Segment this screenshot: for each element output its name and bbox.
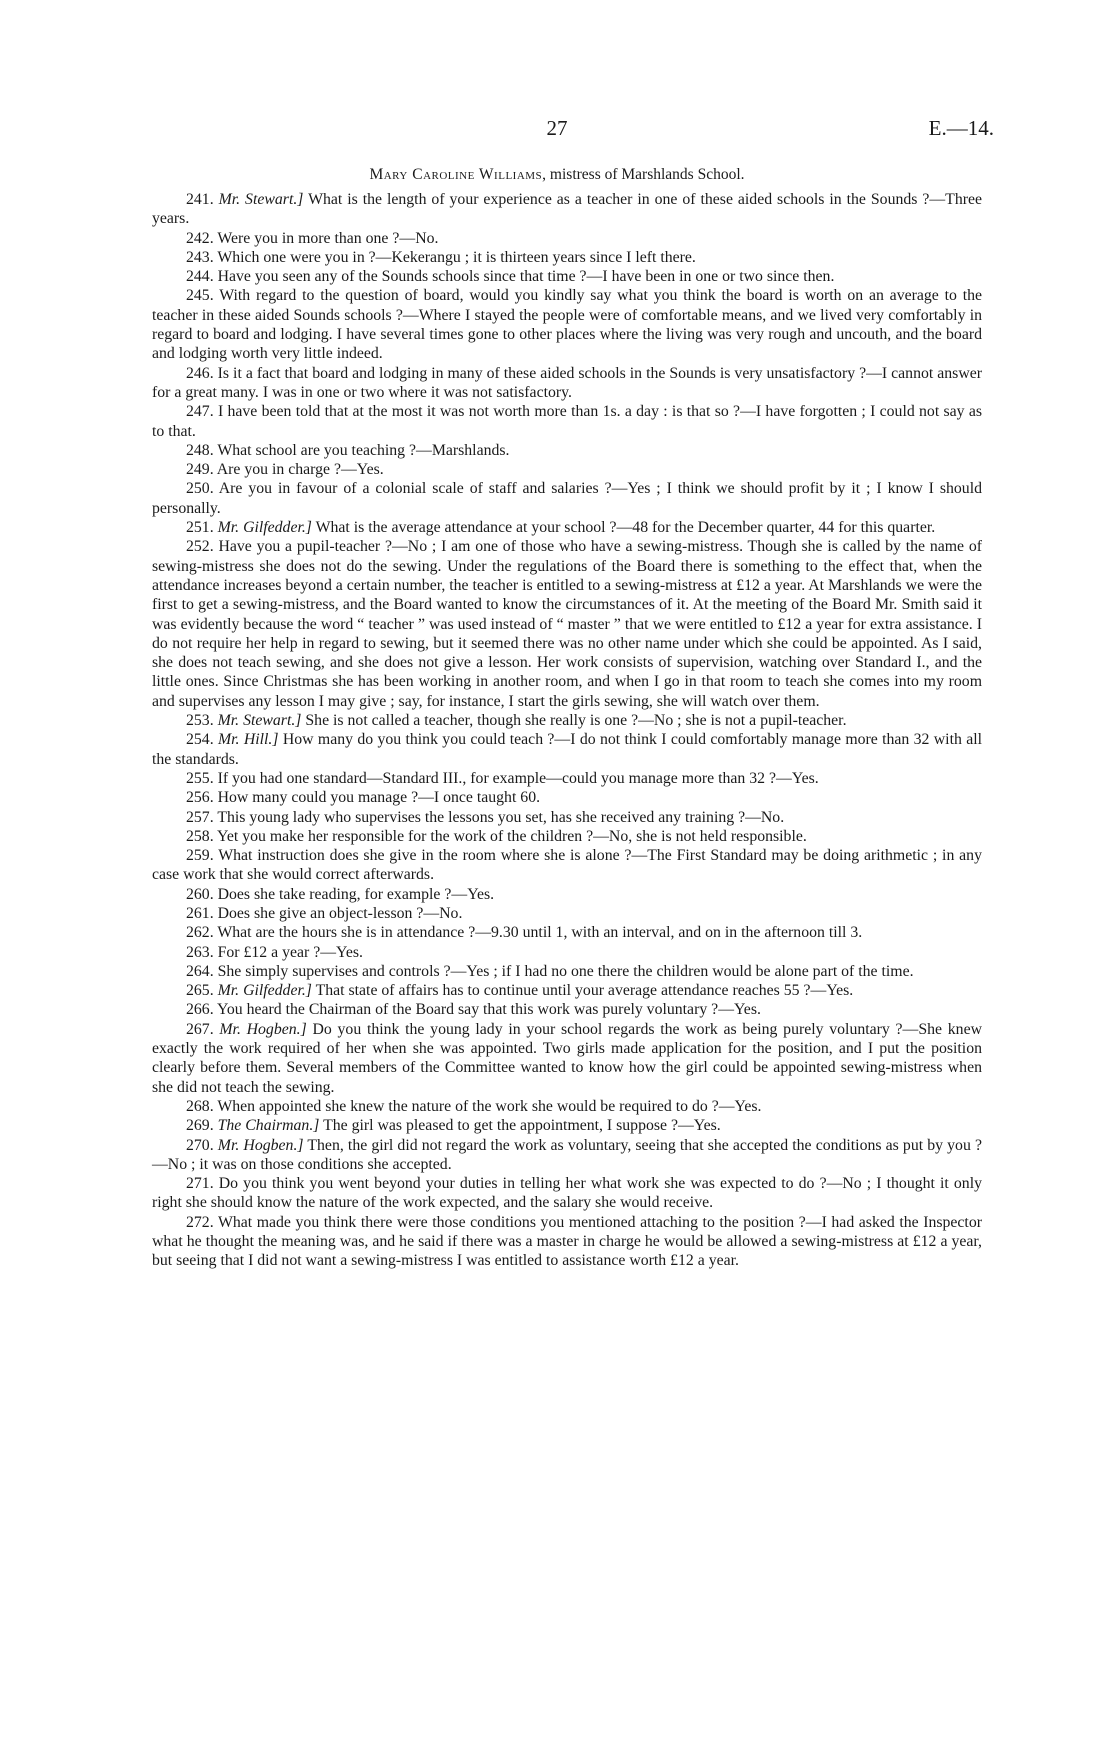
question-text: If you had one standard—Standard III., for example—could you manage more than 32 ?—Yes. <box>217 769 819 787</box>
testimony-paragraph <box>152 1000 982 1019</box>
question-text: I have been told that at the most it was not worth more than 1s. a day : is that so ?—I have forgotten ; I could not say as to that. <box>152 403 983 440</box>
question-number: 254. <box>186 731 214 749</box>
question-text: With regard to the question of board, would you kindly say what you think the board is worth on an average to the teacher in these aided Sounds schools ?—Where I stayed the people were of comfortable means, and we lived very comfortably in regard to board and lodging. I have several times gone to other places where the living was very rough and uncouth, and the board and lodging worth very little indeed. <box>152 287 982 363</box>
testimony-paragraph <box>152 267 982 286</box>
question-number: 265. <box>186 982 214 1000</box>
question-text: What is the average attendance at your school ?—48 for the December quarter, 44 for this quarter. <box>311 519 936 537</box>
question-number: 248. <box>186 441 214 459</box>
question-text: What instruction does she give in the room where she is alone ?—The First Standard may be doing arithmetic ; in any case work that she would correct afterwards. <box>152 847 982 884</box>
question-text: The girl was pleased to get the appointment, I suppose ?—Yes. <box>319 1117 721 1135</box>
question-number: 255. <box>186 769 214 787</box>
question-number: 261. <box>186 904 214 922</box>
question-text: Are you in charge ?—Yes. <box>216 461 384 479</box>
testimony-paragraph <box>152 788 982 807</box>
question-number: 263. <box>186 943 214 961</box>
testimony-paragraph <box>152 943 982 962</box>
question-number: 249. <box>186 461 214 479</box>
question-text: Have you a pupil-teacher ?—No ; I am one of those who have a sewing-mistress. Though she is called by the name of sewing-mistress she does not do the sewing. Under the regulations of the Board there is something to the effect that, when the attendance increases beyond a certain number, the teacher is entitled to a sewing-mistress at £12 a year. At Marshlands we were the first to get a sewing-mistress, and the Board wanted to know the circumstances of it. At the meeting of the Board Mr. Smith said it was evidently because the word “ teacher ” was used instead of “ master ” that we were entitled to £12 a year for extra assistance. I do not require her help in regard to sewing, but it seemed there was no other name under which she could be appointed. As I said, she does not teach sewing, and she does not give a lesson. Her work consists of supervision, watching over Standard I., and the little ones. Since Christmas she has been working in another room, and when I go in that room to teach she comes into my room and supervises any lesson I may give ; say, for instance, I start the girls sewing, she will watch over them. <box>152 538 982 710</box>
testimony-paragraph <box>152 1136 982 1175</box>
testimony-paragraph <box>152 1020 982 1097</box>
question-text: She simply supervises and controls ?—Yes ; if I had no one there the children would be alone part of the time. <box>217 962 914 980</box>
question-text: How many could you manage ?—I once taught 60. <box>217 789 541 807</box>
speaker-name: Mr. Hill.] <box>218 731 279 749</box>
testimony-paragraph <box>152 190 982 229</box>
question-text: Then, the girl did not regard the work as voluntary, seeing that she accepted the conditions as put by you ?—No ; it was on those conditions she accepted. <box>152 1136 982 1173</box>
question-number: 264. <box>186 962 214 980</box>
testimony-body <box>152 190 982 1271</box>
testimony-paragraph <box>152 1174 982 1213</box>
question-text: What school are you teaching ?—Marshlands. <box>217 441 510 459</box>
testimony-paragraph <box>152 730 982 769</box>
testimony-paragraph <box>152 1213 982 1271</box>
question-text: Which one were you in ?—Kekerangu ; it is thirteen years since I left there. <box>217 248 696 266</box>
question-text: Do you think you went beyond your duties in telling her what work she was expected to do ?—No ; I thought it only right she should know the nature of the work expected, and the salary she would receive. <box>152 1175 982 1212</box>
testimony-paragraph <box>152 981 982 1000</box>
question-number: 262. <box>186 924 214 942</box>
question-number: 271. <box>186 1175 214 1193</box>
question-text: What is the length of your experience as a teacher in one of these aided schools in the Sounds ?—Three years. <box>152 191 982 228</box>
question-number: 242. <box>186 229 214 247</box>
question-number: 269. <box>186 1117 214 1135</box>
speaker-name: Mr. Gilfedder.] <box>217 519 312 537</box>
question-text: For £12 a year ?—Yes. <box>217 943 363 961</box>
question-number: 246. <box>186 364 214 382</box>
question-text: Yet you make her responsible for the work of the children ?—No, she is not held responsible. <box>217 827 807 845</box>
question-number: 270. <box>186 1136 214 1154</box>
question-number: 267. <box>186 1020 214 1038</box>
question-number: 253. <box>186 712 214 730</box>
question-number: 256. <box>186 789 214 807</box>
testimony-paragraph <box>152 808 982 827</box>
question-text: That state of affairs has to continue until your average attendance reaches 55 ?—Yes. <box>311 982 854 1000</box>
speaker-name: Mr. Hogben.] <box>217 1136 304 1154</box>
question-number: 245. <box>186 287 214 305</box>
witness-name: Mary Caroline Williams <box>369 166 543 183</box>
testimony-paragraph <box>152 229 982 248</box>
question-number: 243. <box>186 248 214 266</box>
testimony-paragraph <box>152 711 982 730</box>
testimony-paragraph <box>152 846 982 885</box>
page-number: 27 <box>546 116 568 140</box>
testimony-paragraph <box>152 1097 982 1116</box>
testimony-paragraph <box>152 441 982 460</box>
question-text: When appointed she knew the nature of the work she would be required to do ?—Yes. <box>217 1097 762 1115</box>
question-text: Were you in more than one ?—No. <box>217 229 439 247</box>
testimony-paragraph <box>152 460 982 479</box>
question-number: 272. <box>186 1213 214 1231</box>
question-number: 258. <box>186 827 214 845</box>
question-text: Are you in favour of a colonial scale of staff and salaries ?—Yes ; I think we should profit by it ; I know I should personally. <box>152 480 982 517</box>
question-number: 247. <box>186 403 214 421</box>
question-number: 244. <box>186 268 214 286</box>
question-number: 259. <box>186 847 214 865</box>
question-number: 252. <box>186 538 214 556</box>
speaker-name: Mr. Stewart.] <box>218 191 304 208</box>
testimony-paragraph <box>152 479 982 518</box>
testimony-paragraph <box>152 904 982 923</box>
question-number: 241. <box>186 191 214 208</box>
testimony-paragraph <box>152 402 982 441</box>
speaker-name: The Chairman.] <box>217 1117 320 1135</box>
speaker-name: Mr. Gilfedder.] <box>217 982 312 1000</box>
testimony-paragraph <box>152 1116 982 1135</box>
question-text: Have you seen any of the Sounds schools since that time ?—I have been in one or two since then. <box>217 268 835 286</box>
question-text: This young lady who supervises the lessons you set, has she received any training ?—No. <box>217 808 785 826</box>
question-number: 250. <box>186 480 214 498</box>
speaker-name: Mr. Hogben.] <box>219 1020 307 1038</box>
question-text: Is it a fact that board and lodging in many of these aided schools in the Sounds is very unsatisfactory ?—I cannot answer for a great many. I was in one or two where it was not satisfactory. <box>152 364 982 401</box>
testimony-paragraph <box>152 364 982 403</box>
question-text: What are the hours she is in attendance ?—9.30 until 1, with an interval, and on in the afternoon till 3. <box>217 924 863 942</box>
question-text: You heard the Chairman of the Board say that this work was purely voluntary ?—Yes. <box>217 1001 761 1019</box>
witness-role: , mistress of Marshlands School. <box>542 166 745 183</box>
question-number: 266. <box>186 1001 214 1019</box>
question-text: What made you think there were those conditions you mentioned attaching to the position ?—I had asked the Inspector what he thought the meaning was, and he said if there was a master in charge he would be allowed a sewing-mistress at £12 a year, but seeing that I did not want a sewing-mistress I was entitled to assistance worth £12 a year. <box>152 1213 982 1270</box>
question-number: 251. <box>186 519 214 537</box>
testimony-paragraph <box>152 537 982 711</box>
testimony-paragraph <box>152 923 982 942</box>
speaker-name: Mr. Stewart.] <box>217 712 302 730</box>
question-text: Does she take reading, for example ?—Yes. <box>217 885 495 903</box>
question-text: Does she give an object-lesson ?—No. <box>217 904 463 922</box>
testimony-paragraph <box>152 827 982 846</box>
testimony-paragraph <box>152 885 982 904</box>
question-number: 257. <box>186 808 214 826</box>
testimony-paragraph <box>152 962 982 981</box>
document-reference: E.—14. <box>928 116 994 140</box>
testimony-paragraph <box>152 769 982 788</box>
testimony-paragraph <box>152 518 982 537</box>
question-text: How many do you think you could teach ?—I do not think I could comfortably manage more than 32 with all the standards. <box>152 731 982 768</box>
testimony-paragraph <box>152 286 982 363</box>
question-text: Do you think the young lady in your school regards the work as being purely voluntary ?—She knew exactly the work required of her when she was appointed. Two girls made application for the position, and I put the position clearly before them. Several members of the Committee wanted to know how the girl could be appointed sewing-mistress when she did not teach the sewing. <box>152 1020 982 1096</box>
question-text: She is not called a teacher, though she really is one ?—No ; she is not a pupil-teacher. <box>301 712 847 730</box>
testimony-paragraph <box>152 248 982 267</box>
question-number: 260. <box>186 885 214 903</box>
question-number: 268. <box>186 1097 214 1115</box>
witness-heading <box>0 166 1114 184</box>
